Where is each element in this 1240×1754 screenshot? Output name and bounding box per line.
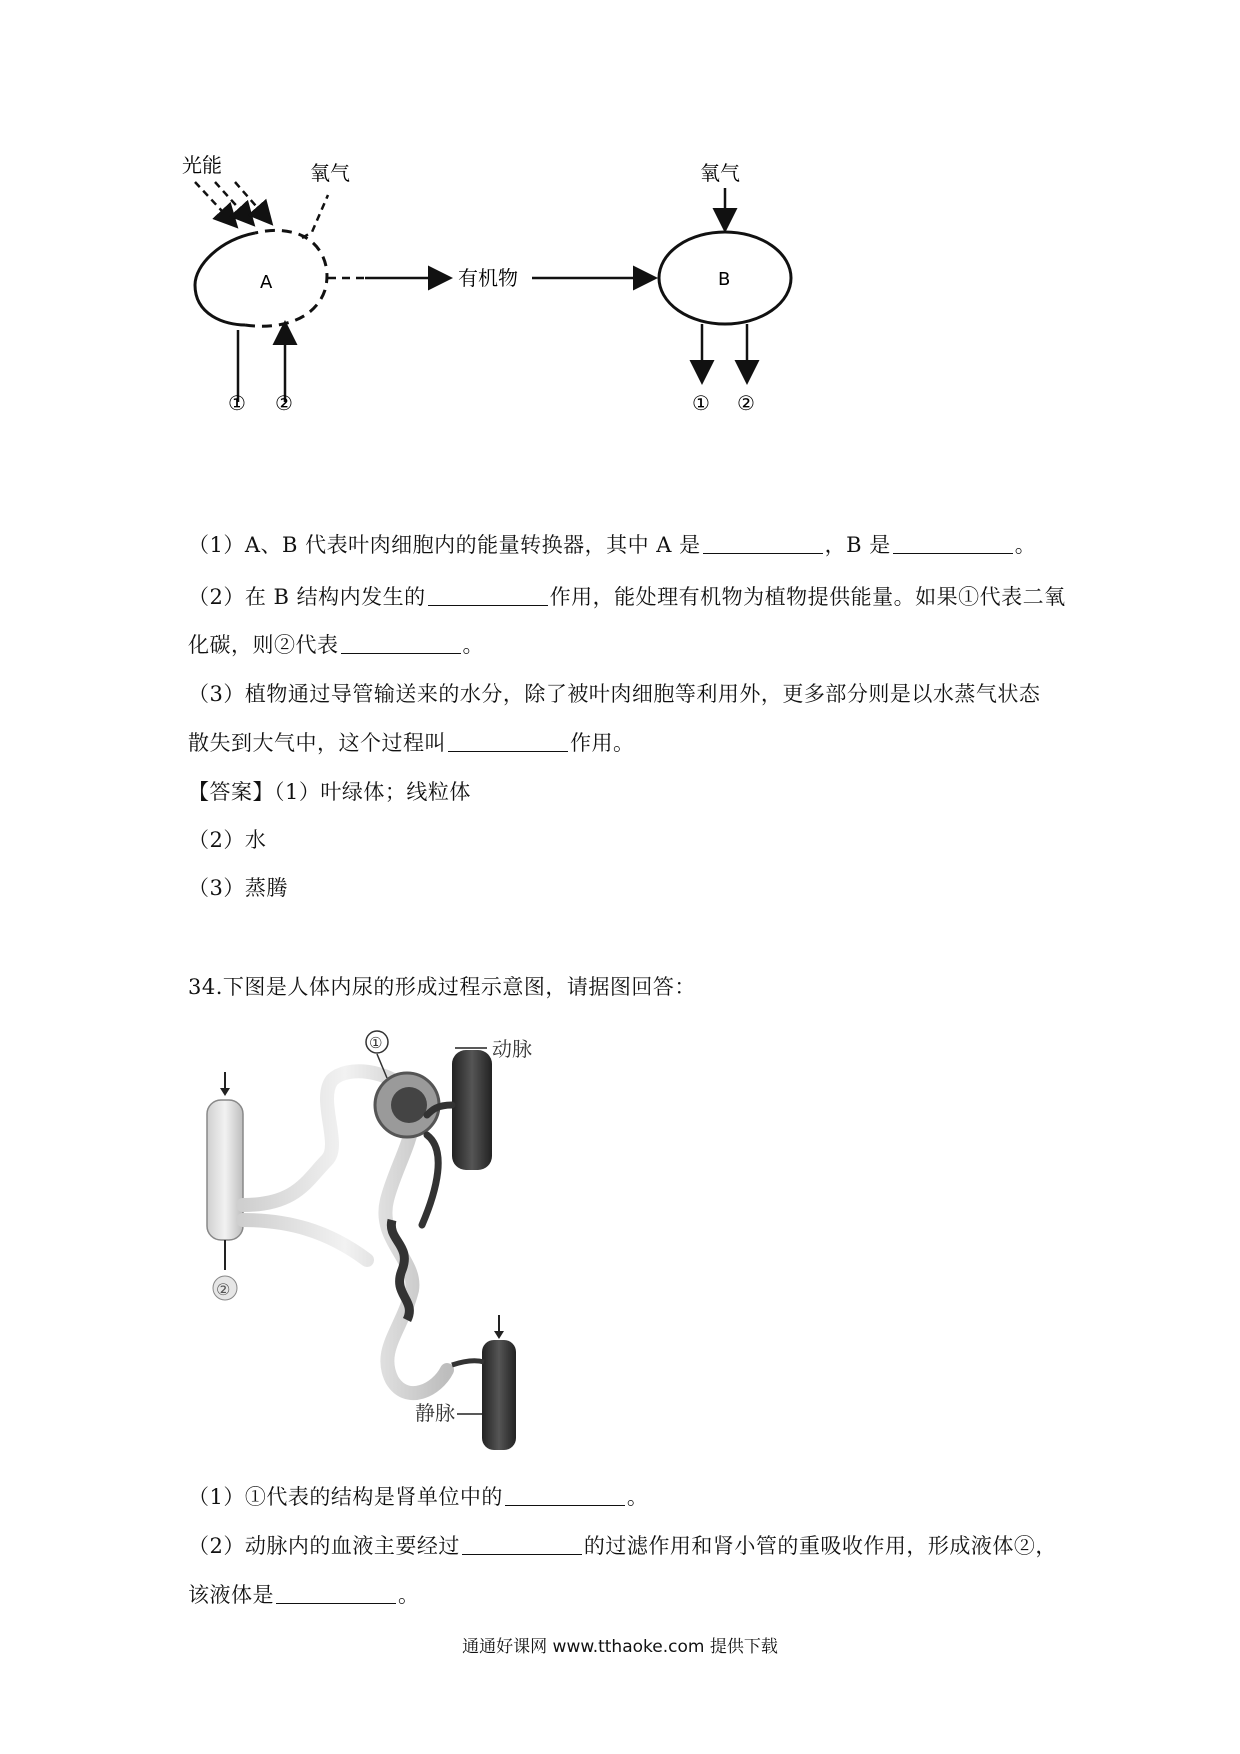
q33-question-3: （3）植物通过导管输送来的水分，除了被叶肉细胞等利用外，更多部分则是以水蒸气状态 <box>188 682 1041 706</box>
vein-vessel <box>482 1340 516 1450</box>
q33-q3-line2-end: 作用。 <box>570 731 635 755</box>
q34-q1-text: （1）①代表的结构是肾单位中的 <box>188 1485 503 1509</box>
answer-blank[interactable] <box>893 533 1013 554</box>
q34-q2-text: （2）动脉内的血液主要经过 <box>188 1534 460 1558</box>
q33-question-2 <box>188 582 1066 612</box>
artery-label: 动脉 <box>492 1037 532 1061</box>
artery-vessel <box>452 1050 492 1170</box>
a-input-2: ② <box>275 391 293 415</box>
q33-q1-text-c: 。 <box>1014 533 1037 557</box>
light-arrow-2 <box>215 182 252 223</box>
q33-q2-text: （2）在 B 结构内发生的 <box>188 585 426 609</box>
q34-q2-line2-text: 该液体是 <box>188 1583 274 1607</box>
q33-q1-text: （1）A、B 代表叶肉细胞内的能量转换器，其中 A 是 <box>188 533 701 557</box>
q34-q2-line2-end: 。 <box>398 1583 420 1607</box>
q33-q2-line2-end: 。 <box>462 633 484 657</box>
cell-b-label: B <box>718 269 731 290</box>
q34-question-1 <box>188 1482 648 1512</box>
label-2: ② <box>216 1280 231 1299</box>
q34-question-2 <box>188 1531 1057 1561</box>
q33-q1-text-b: ，B 是 <box>824 533 891 557</box>
light-arrow-3 <box>235 182 270 222</box>
glomerulus <box>391 1087 427 1123</box>
light-energy-label: 光能 <box>182 153 222 177</box>
q33-q3-line2-text: 散失到大气中，这个过程叫 <box>188 731 446 755</box>
urine-formation-diagram-svg <box>187 1030 627 1455</box>
q33-question-2-line2 <box>188 630 484 660</box>
answer-blank[interactable] <box>505 1485 625 1506</box>
light-arrow-1 <box>195 182 235 225</box>
q33-question-1 <box>188 530 1036 560</box>
cell-a-label: A <box>260 272 273 293</box>
q34-title: 34.下图是人体内尿的形成过程示意图，请据图回答： <box>188 975 696 999</box>
oxygen-label-b: 氧气 <box>700 161 740 185</box>
q33-q2-line2-text: 化碳，则②代表 <box>188 633 339 657</box>
oxygen-out-arrow <box>302 195 328 238</box>
venule <box>452 1361 484 1365</box>
answer-line-3: （3）蒸腾 <box>188 876 288 900</box>
answer-blank[interactable] <box>341 633 461 654</box>
q34-q1-end: 。 <box>626 1485 649 1509</box>
answer-blank[interactable] <box>276 1583 396 1604</box>
b-output-1: ① <box>692 391 710 415</box>
energy-converter-diagram-svg <box>150 130 910 430</box>
energy-converter-diagram <box>150 130 910 430</box>
q34-q2-text-b: 的过滤作用和肾小管的重吸收作用，形成液体②， <box>583 1534 1057 1558</box>
a-input-1: ① <box>228 391 246 415</box>
page-footer: 通通好课网 www.tthaoke.com 提供下载 <box>462 1637 778 1657</box>
b-output-2: ② <box>737 391 755 415</box>
organic-matter-label: 有机物 <box>458 266 518 290</box>
answer-blank[interactable] <box>448 731 568 752</box>
answer-blank[interactable] <box>703 533 823 554</box>
answer-blank[interactable] <box>428 585 548 606</box>
answer-line-1: 【答案】（1）叶绿体；线粒体 <box>188 780 471 804</box>
answer-blank[interactable] <box>462 1534 582 1555</box>
label-1: ① <box>369 1034 383 1052</box>
urine-formation-diagram <box>187 1030 627 1455</box>
q33-question-3-line2 <box>188 728 635 758</box>
answer-line-2: （2）水 <box>188 828 267 852</box>
q33-q2-text-b: 作用，能处理有机物为植物提供能量。如果①代表二氧 <box>549 585 1066 609</box>
vein-label: 静脉 <box>415 1401 455 1425</box>
oxygen-label-a: 氧气 <box>310 161 350 185</box>
q34-question-2-line2 <box>188 1580 420 1610</box>
